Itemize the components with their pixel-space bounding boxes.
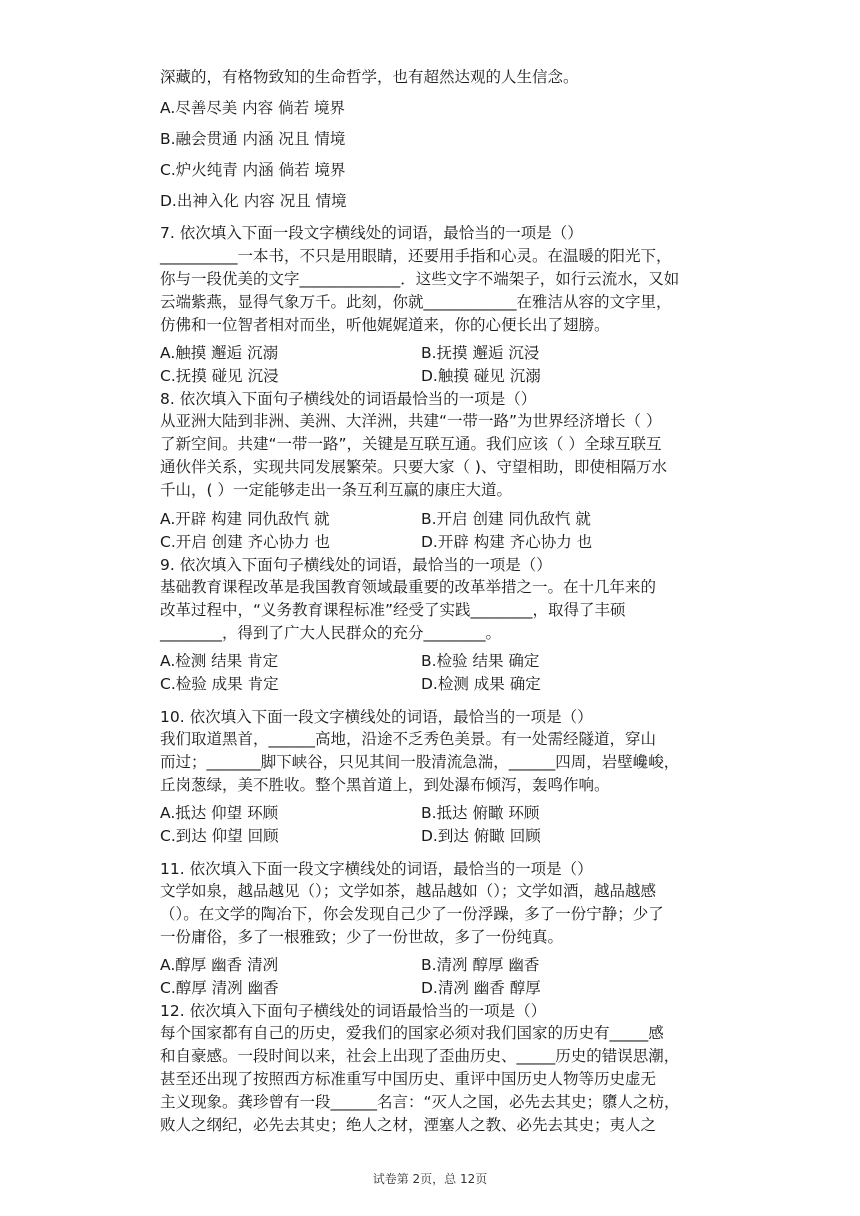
answer-option[interactable]: D.清冽 幽香 醇厚 [421,979,541,997]
passage-line: 每个国家都有自己的历史，爱我们的国家必须对我们国家的历史有_____感 [160,1024,664,1042]
passage-line: __________一本书，不只是用眼睛，还要用手指和心灵。在温暖的阳光下， [160,247,672,265]
answer-option[interactable]: C.检验 成果 肯定 [160,675,279,693]
passage-line: 一份庸俗，多了一根雅致；少了一份世故，多了一份纯真。 [160,928,564,946]
passage-line: 你与一段优美的文字_____________．这些文字不端架子，如行云流水，又如 [160,270,680,288]
passage-line: 甚至还出现了按照西方标准重写中国历史、重评中国历史人物等历史虚无 [160,1070,657,1088]
question-stem: 11. 依次填入下面一段文字横线处的词语，最恰当的一项是（） [160,860,593,878]
passage-line: 改革过程中，“义务教育课程标准”经受了实践________，取得了丰硕 [160,601,626,619]
passage-line: 而过；_______脚下峡谷，只见其间一股清流急湍，______四周，岩壁巉峻， [160,753,680,771]
answer-option[interactable]: D.出神入化 内容 况且 情境 [160,192,347,210]
answer-option[interactable]: C.到达 仰望 回顾 [160,827,279,845]
answer-option[interactable]: A.开辟 构建 同仇敌忾 就 [160,510,330,528]
passage-line: 千山，( ）一定能够走出一条互利互赢的康庄大道。 [160,481,512,499]
answer-option[interactable]: D.触摸 碰见 沉溺 [421,367,541,385]
answer-option[interactable]: D.检测 成果 确定 [421,675,541,693]
passage-line: 仿佛和一位智者相对而坐，听他娓娓道来，你的心便长出了翅膀。 [160,316,610,334]
answer-option[interactable]: B.融会贯通 内涵 况且 情境 [160,130,346,148]
passage-line: 通伙伴关系，实现共同发展繁荣。只要大家（ )、守望相助，即使相隔万水 [160,458,667,476]
answer-option[interactable]: A.检测 结果 肯定 [160,652,279,670]
passage-line: 败人之纲纪，必先去其史；绝人之材，湮塞人之教、必先去其史；夷人之 [160,1116,657,1134]
page-footer: 试卷第 2页，总 12页 [372,1172,488,1186]
passage-line: （）。在文学的陶冶下，你会发现自己少了一份浮躁，多了一份宁静；少了 [160,905,664,923]
passage-line: 云端紫燕，显得气象万千。此刻，你就____________在雅洁从容的文字里， [160,293,672,311]
passage-line: 文学如泉，越品越见（）；文学如茶，越品越如（）；文学如酒，越品越感 [160,882,657,900]
passage-line: 了新空间。共建“一带一路”，关键是互联互通。我们应该（ ）全球互联互 [160,435,662,453]
answer-option[interactable]: A.抵达 仰望 环顾 [160,804,279,822]
answer-option[interactable]: B.抚摸 邂逅 沉浸 [421,344,540,362]
passage-line: ________，得到了广大人民群众的充分________。 [160,624,502,642]
answer-option[interactable]: D.开辟 构建 齐心协力 也 [421,533,593,551]
answer-option[interactable]: A.醇厚 幽香 清冽 [160,956,279,974]
passage-line: 丘岗葱绿，美不胜收。整个黑首道上，到处瀑布倾泻，轰鸣作响。 [160,776,610,794]
question-stem: 8. 依次填入下面句子横线处的词语最恰当的一项是（） [160,390,537,408]
passage-line: 和自豪感。一段时间以来，社会上出现了歪曲历史、_____历史的错误思潮， [160,1047,680,1065]
question-stem: 7. 依次填入下面一段文字横线处的词语，最恰当的一项是（） [160,224,583,242]
question-stem: 9. 依次填入下面句子横线处的词语，最恰当的一项是（） [160,556,552,574]
passage-line: 基础教育课程改革是我国教育领域最重要的改革举措之一。在十几年来的 [160,578,657,596]
answer-option[interactable]: C.炉火纯青 内涵 倘若 境界 [160,161,346,179]
answer-option[interactable]: A.尽善尽美 内容 倘若 境界 [160,99,346,117]
answer-option[interactable]: C.醇厚 清冽 幽香 [160,979,279,997]
question-stem: 12. 依次填入下面句子横线处的词语最恰当的一项是（） [160,1002,547,1020]
answer-option[interactable]: C.开启 创建 齐心协力 也 [160,533,331,551]
passage-line: 深藏的，有格物致知的生命哲学，也有超然达观的人生信念。 [160,68,579,86]
passage-line: 主义现象。龚珍曾有一段______名言：“灭人之国，必先去其史；隳人之枋， [160,1093,680,1111]
passage-line: 从亚洲大陆到非洲、美洲、大洋洲，共建“一带一路”为世界经济增长（ ） [160,412,662,430]
answer-option[interactable]: D.到达 俯瞰 回顾 [421,827,541,845]
answer-option[interactable]: B.检验 结果 确定 [421,652,540,670]
passage-line: 我们取道黑首，______高地，沿途不乏秀色美景。有一处需经隧道，穿山 [160,730,657,748]
answer-option[interactable]: C.抚摸 碰见 沉浸 [160,367,279,385]
answer-option[interactable]: B.抵达 俯瞰 环顾 [421,804,540,822]
answer-option[interactable]: B.清冽 醇厚 幽香 [421,956,540,974]
answer-option[interactable]: B.开启 创建 同仇敌忾 就 [421,510,591,528]
question-stem: 10. 依次填入下面一段文字横线处的词语，最恰当的一项是（） [160,708,593,726]
answer-option[interactable]: A.触摸 邂逅 沉溺 [160,344,279,362]
